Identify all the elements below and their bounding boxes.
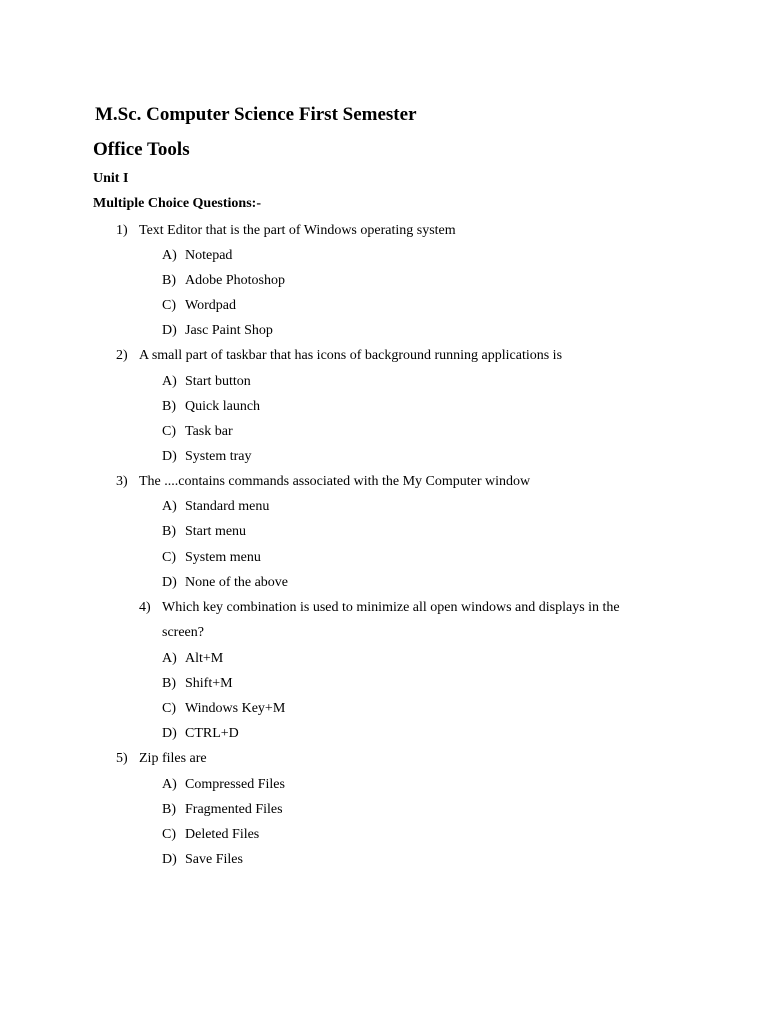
question-4-continued (162, 624, 204, 642)
question-number: 1) (116, 223, 128, 238)
option-letter: B) (162, 399, 176, 414)
option-2b (162, 398, 260, 416)
option-text: Jasc Paint Shop (185, 323, 273, 338)
option-5a (162, 776, 285, 794)
question-text: A small part of taskbar that has icons of background running applications is (139, 348, 563, 363)
option-5d (162, 851, 243, 869)
option-letter: A) (162, 248, 177, 263)
question-number: 4) (139, 600, 151, 615)
option-5c (162, 826, 259, 844)
option-4d (162, 725, 239, 743)
question-text: The ....contains commands associated with the My Computer window (139, 474, 531, 489)
question-number: 2) (116, 348, 128, 363)
option-letter: D) (162, 852, 177, 867)
option-text: CTRL+D (185, 726, 239, 741)
option-text: Task bar (185, 424, 233, 439)
section-heading: Multiple Choice Questions:- (93, 196, 261, 211)
question-number: 5) (116, 751, 128, 766)
document-title: M.Sc. Computer Science First Semester (95, 104, 417, 125)
question-5 (116, 750, 207, 768)
option-1a (162, 247, 232, 265)
option-2a (162, 373, 251, 391)
option-text: Wordpad (185, 298, 236, 313)
question-3 (116, 473, 530, 491)
option-letter: A) (162, 374, 177, 389)
option-text: Quick launch (185, 399, 261, 414)
option-text: Windows Key+M (185, 701, 286, 716)
question-text: Which key combination is used to minimize all open windows and displays in the (162, 600, 620, 615)
option-3b (162, 523, 246, 541)
option-3c (162, 549, 261, 567)
option-3a (162, 498, 269, 516)
option-letter: A) (162, 777, 177, 792)
option-text: Deleted Files (185, 827, 260, 842)
question-1 (116, 222, 456, 240)
option-5b (162, 801, 283, 819)
option-2d (162, 448, 252, 466)
option-letter: B) (162, 802, 176, 817)
option-1d (162, 322, 273, 340)
option-letter: B) (162, 524, 176, 539)
option-text: Adobe Photoshop (185, 273, 285, 288)
question-text: Text Editor that is the part of Windows operating system (139, 223, 456, 238)
option-3d (162, 574, 288, 592)
option-text: Standard menu (185, 499, 270, 514)
question-text-continued: screen? (162, 625, 204, 640)
option-1b (162, 272, 285, 290)
question-text: Zip files are (139, 751, 207, 766)
option-2c (162, 423, 233, 441)
option-letter: B) (162, 273, 176, 288)
option-4b (162, 675, 233, 693)
option-4a (162, 650, 223, 668)
option-letter: C) (162, 424, 176, 439)
option-1c (162, 297, 236, 315)
option-letter: D) (162, 323, 177, 338)
option-text: Start button (185, 374, 251, 389)
option-letter: C) (162, 701, 176, 716)
option-text: Save Files (185, 852, 243, 867)
option-letter: D) (162, 726, 177, 741)
option-letter: D) (162, 575, 177, 590)
subject-heading: Office Tools (93, 139, 190, 160)
option-text: Notepad (185, 248, 233, 263)
option-text: Compressed Files (185, 777, 285, 792)
unit-heading: Unit I (93, 171, 129, 186)
option-text: Shift+M (185, 676, 233, 691)
question-number: 3) (116, 474, 128, 489)
option-letter: C) (162, 827, 176, 842)
option-text: Fragmented Files (185, 802, 283, 817)
option-letter: C) (162, 550, 176, 565)
option-letter: C) (162, 298, 176, 313)
option-text: Alt+M (185, 651, 224, 666)
option-letter: B) (162, 676, 176, 691)
question-4 (139, 599, 620, 617)
option-text: None of the above (185, 575, 289, 590)
option-text: System tray (185, 449, 252, 464)
option-letter: D) (162, 449, 177, 464)
option-text: System menu (185, 550, 261, 565)
option-4c (162, 700, 285, 718)
option-text: Start menu (185, 524, 247, 539)
option-letter: A) (162, 499, 177, 514)
option-letter: A) (162, 651, 177, 666)
question-2 (116, 347, 562, 365)
